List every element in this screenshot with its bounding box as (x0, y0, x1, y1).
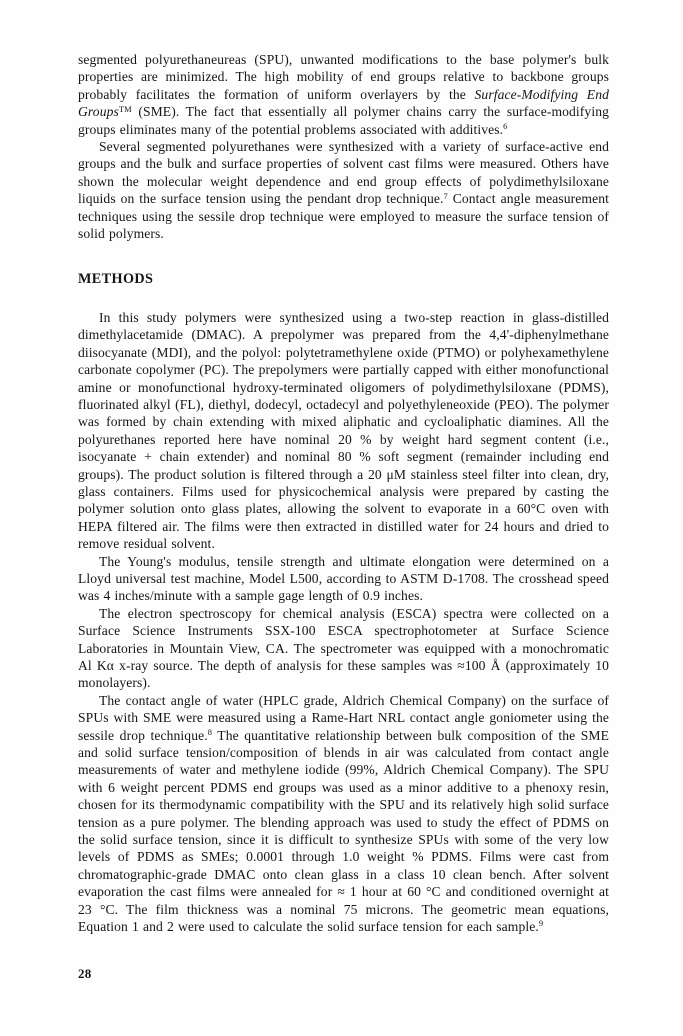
text-segment-sup: 9 (538, 918, 544, 929)
paragraph-contact-angle-measurement (78, 692, 609, 936)
text-segment: The electron spectroscopy for chemical analysis (ESCA) spectra were collected on a Surface Science Instruments SSX-100 ESCA spectrophotometer at Surface Science Laboratories in Mountain View, CA. The spectrometer was equipped with a monochromatic Al Kα x-ray source. The depth of analysis for these samples was ≈100 Å (approximately 10 monolayers). (78, 605, 609, 691)
paragraph-synthesis-overview (78, 138, 609, 242)
text-segment-sup: 7 (443, 190, 448, 201)
text-segment: segmented polyurethaneureas (SPU), unwanted modifications to the base polymer's bulk properties are minimized. The high mobility of end groups relative to backbone groups probably facilitates the formation of uniform overlayers by the (78, 52, 609, 102)
text-segment: The quantitative relationship between bulk composition of the SME and solid surface tension/composition of blends in air was calculated from contact angle measurements of water and methylene iodide (99%, Aldrich Chemical Company). The SPU with 6 weight percent PDMS end groups was used as a minor additive to a phenoxy resin, chosen for its thermodynamic compatibility with the SPU and its relatively high solid surface tension as a pure polymer. The blending approach was used to study the effect of PDMS on the solid surface tension, since it is difficult to synthesize SPUs with some of the very low levels of PDMS as SMEs; 0.0001 through 1.0 weight % PDMS. Films were cast from chromatographic-grade DMAC onto clean glass in a class 10 clean bench. After solvent evaporation the cast films were annealed for ≈ 1 hour at 60 °C and conditioned overnight at 23 °C. The film thickness was a nominal 75 microns. The geometric mean equations, Equation 1 and 2 were used to calculate the solid surface tension for each sample. (78, 727, 610, 935)
text-segment: The Young's modulus, tensile strength and ultimate elongation were determined on a Lloyd universal test machine, Model L500, according to ASTM D-1708. The crosshead speed was 4 inches/minute with a sample gage length of 0.9 inches. (78, 553, 609, 604)
text-segment-sup: TM (118, 103, 132, 114)
text-segment: Contact angle measurement techniques using the sessile drop technique were employed to measure the surface tension of solid polymers. (78, 191, 609, 242)
text-segment-sup: 8 (207, 727, 213, 737)
paragraph-polymer-synthesis (78, 309, 609, 553)
paragraph-esca-spectroscopy (78, 605, 609, 692)
paragraph-spu-intro-continuation (78, 51, 609, 138)
text-segment: Several segmented polyurethanes were synthesized with a variety of surface-active end groups and the bulk and surface properties of solvent cast films were measured. Others have shown the molecular weight dependence and end group effects of polydimethylsiloxane liquids on the surface tension using the pendant drop technique. (78, 139, 609, 207)
text-segment: (SME). The fact that essentially all polymer chains carry the surface-modifying groups eliminates many of the potential problems associated with additives. (78, 104, 609, 137)
text-segment-italic: Surface-Modifying End Groups (78, 86, 609, 120)
text-segment-sup: 6 (503, 121, 508, 131)
paragraph-mechanical-testing (78, 553, 609, 605)
section-heading-methods: METHODS (78, 271, 154, 288)
page-number: 28 (78, 966, 92, 981)
text-segment: The contact angle of water (HPLC grade, Aldrich Chemical Company) on the surface of SPUs with SME were measured using a Rame-Hart NRL contact angle goniometer using the sessile drop technique. (78, 692, 609, 743)
text-segment: In this study polymers were synthesized using a two-step reaction in glass-distilled dimethylacetamide (DMAC). A prepolymer was prepared from the 4,4'-diphenylmethane diisocyanate (MDI), and the polyol: polytetramethylene oxide (PTMO) or polyhexamethylene carbonate copolymer (PC). The prepolymers were partially capped with either monofunctional amine or monofunctional hydroxy-terminated oligomers of polydimethylsiloxane (PDMS), fluorinated alkyl (FL), diethyl, dodecyl, octadecyl and polyethyleneoxide (PEO). The polymer was formed by chain extending with mixed aliphatic and cycloaliphatic diamines. All the polyurethanes reported here have nominal 20 % by weight hard segment content (i.e., isocyanate + chain extender) and nominal 80 % soft segment (remainder including end groups). The product solution is filtered through a 20 μM stainless steel filter into clean, dry, glass containers. Films used for physicochemical analysis were prepared by casting the polymer solution onto glass plates, allowing the solvent to evaporate in a 60°C oven with HEPA filtered air. The films were then extracted in distilled water for 24 hours and dried to remove residual solvent. (78, 309, 609, 552)
page-text-column (78, 51, 609, 936)
